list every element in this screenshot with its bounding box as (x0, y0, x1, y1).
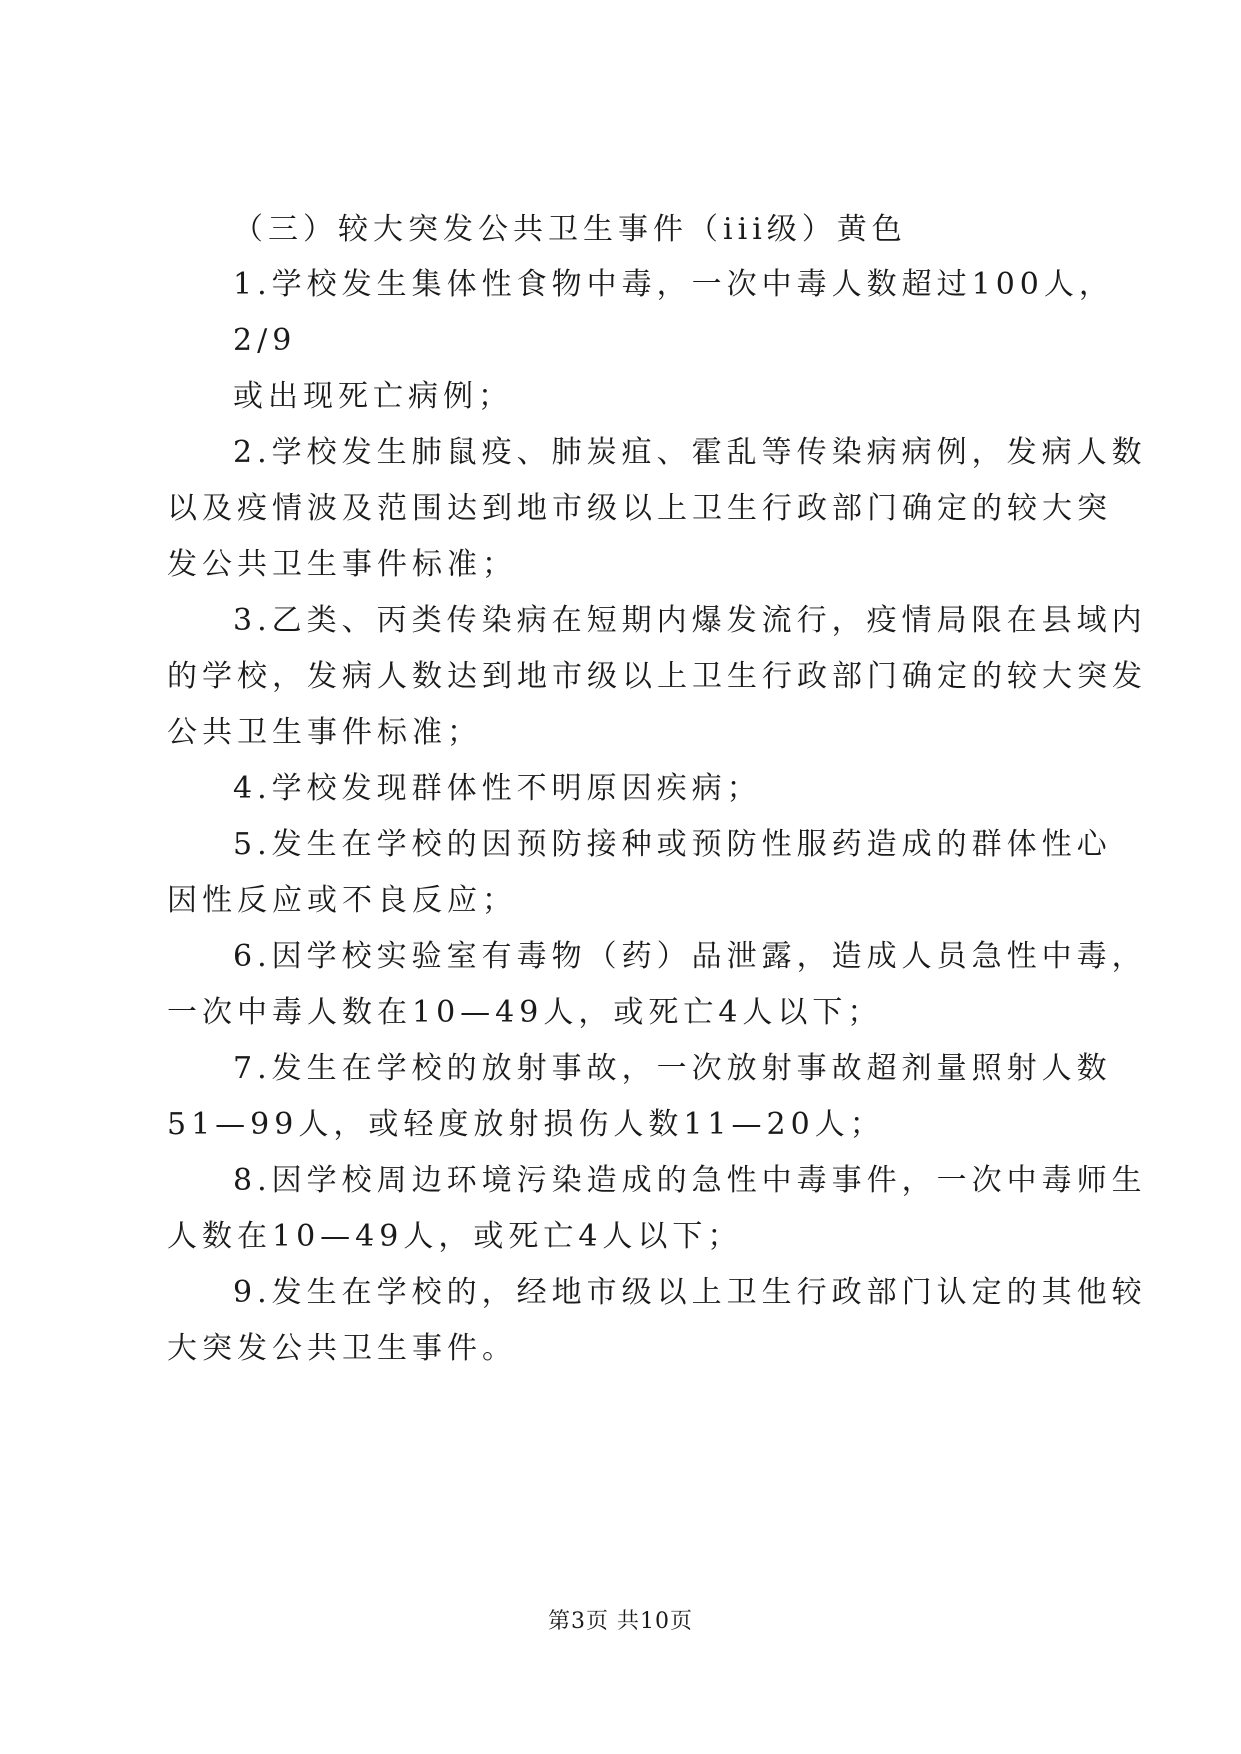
paragraph-line: 5.发生在学校的因预防接种或预防性服药造成的群体性心 (233, 827, 1112, 862)
paragraph-line: 9.发生在学校的，经地市级以上卫生行政部门认定的其他较 (233, 1275, 1147, 1310)
paragraph-line: 大突发公共卫生事件。 (167, 1331, 517, 1366)
paragraph-line: 7.发生在学校的放射事故，一次放射事故超剂量照射人数 (233, 1051, 1112, 1086)
paragraph-line: 6.因学校实验室有毒物（药）品泄露，造成人员急性中毒， (233, 939, 1147, 974)
paragraph-line: 51—99人，或轻度放射损伤人数11—20人； (167, 1107, 885, 1142)
paragraph-line: 的学校，发病人数达到地市级以上卫生行政部门确定的较大突发 (167, 659, 1147, 694)
paragraph-line: 或出现死亡病例； (233, 379, 513, 414)
page-number-footer: 第3页 共10页 (548, 1609, 693, 1634)
paragraph-line: 人数在10—49人，或死亡4人以下； (167, 1219, 743, 1254)
paragraph-line: 2.学校发生肺鼠疫、肺炭疽、霍乱等传染病病例，发病人数 (233, 435, 1147, 470)
paragraph-line: 发公共卫生事件标准； (167, 547, 517, 582)
paragraph-line: 3.乙类、丙类传染病在短期内爆发流行，疫情局限在县域内 (233, 603, 1147, 638)
paragraph-line: 8.因学校周边环境污染造成的急性中毒事件，一次中毒师生 (233, 1163, 1147, 1198)
paragraph-line: 1.学校发生集体性食物中毒，一次中毒人数超过100人， (233, 267, 1114, 302)
paragraph-line: 公共卫生事件标准； (167, 715, 482, 750)
paragraph-line: 因性反应或不良反应； (167, 883, 517, 918)
paragraph-line: 以及疫情波及范围达到地市级以上卫生行政部门确定的较大突 (167, 491, 1112, 526)
paragraph-line: 一次中毒人数在10—49人，或死亡4人以下； (167, 995, 883, 1030)
paragraph-line: 4.学校发现群体性不明原因疾病； (233, 771, 762, 806)
page-fragment-marker: 2/9 (233, 323, 297, 358)
section-heading: （三）较大突发公共卫生事件（iii级）黄色 (233, 212, 907, 247)
